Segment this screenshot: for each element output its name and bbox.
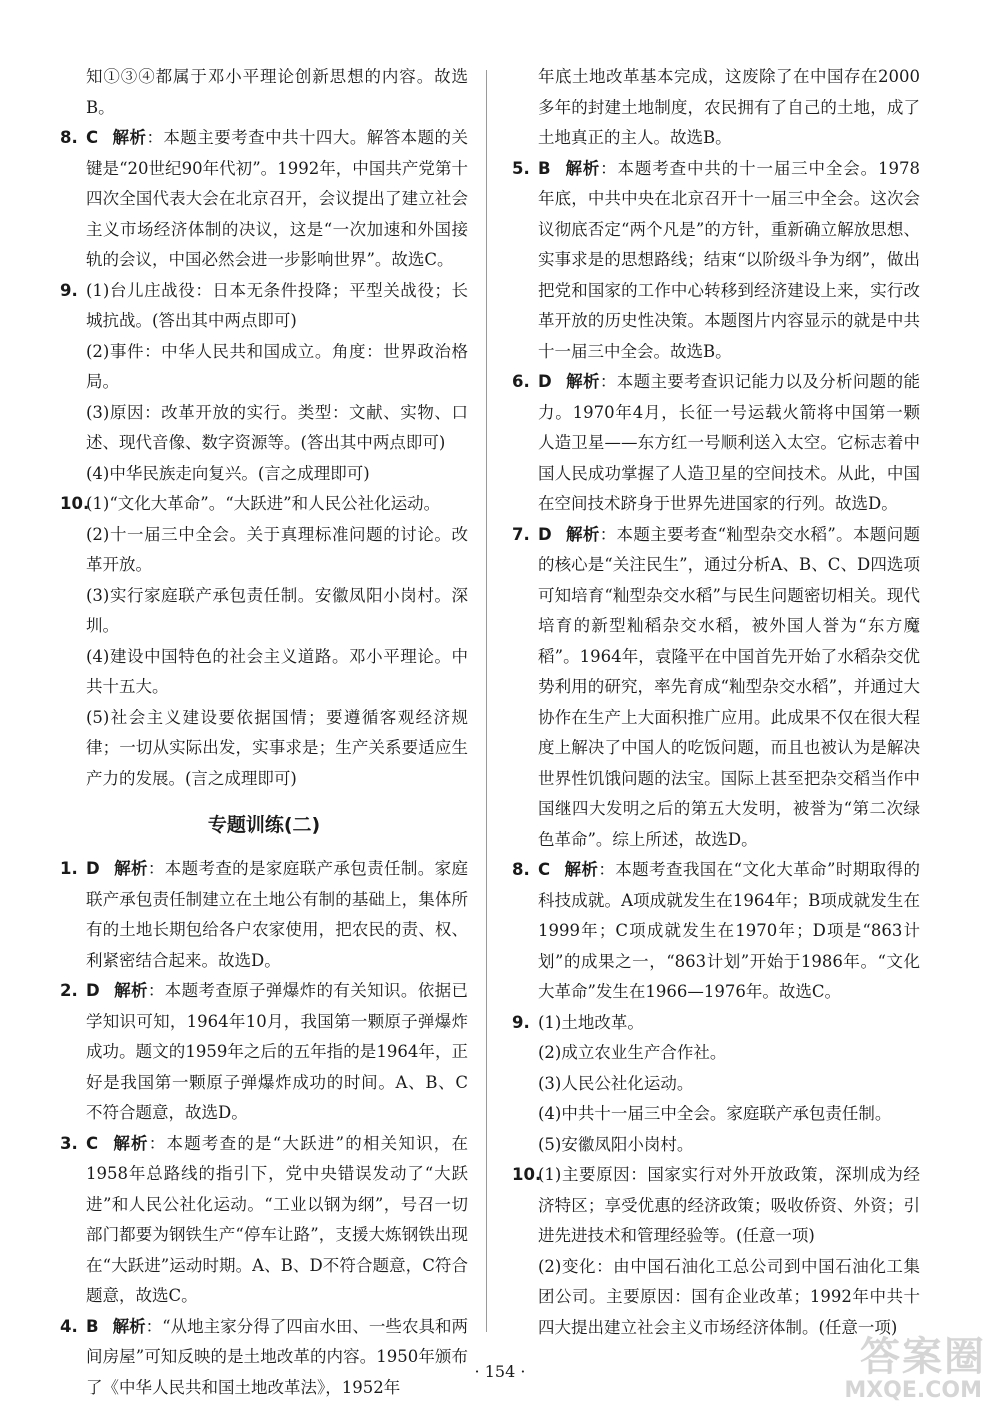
answer-letter: C (538, 860, 551, 879)
section2-answer-3 (60, 1129, 468, 1312)
analysis-text: ：本题主要考查中共十四大。解答本题的关键是“20世纪90年代初”。1992年，中国共产党第十四次全国代表大会在北京召开，会议提出了建立社会主义市场经济体制的决议，这是“一次加速和外国接轨的会议，中国必然会进一步影响世界”。故选C。 (86, 128, 469, 269)
column-divider (486, 70, 487, 1332)
section2-answer-1 (60, 854, 468, 976)
answer-number: 10. (512, 1165, 542, 1184)
answer-part: (4)中共十一届三中全会。家庭联产承包责任制。 (538, 1104, 892, 1123)
section2-answer-10 (512, 1160, 920, 1252)
answer-part: (2)事件：中华人民共和国成立。角度：世界政治格局。 (86, 341, 468, 391)
section2-answer-9 (512, 1008, 920, 1039)
answer-10 (60, 489, 468, 520)
answer-part: (5)安徽凤阳小岗村。 (538, 1134, 694, 1154)
section2-answer-2 (60, 976, 468, 1129)
watermark-text: 答案圈 (860, 1334, 986, 1380)
answer-number: 2. (60, 981, 78, 1000)
answer-number: 6. (512, 372, 530, 391)
answer-letter: D (538, 372, 552, 391)
analysis-text: ：本题考查的是“大跃进”的相关知识，在1958年总路线的指引下，党中央错误发动了“大跃进”和人民公社化运动。“工业以钢为纲”，号召一切部门都要为钢铁生产“停车让路”，支援大炼钢铁出现在“大跃进”运动时期。A、B、D不符合题意，C符合题意，故选C。 (86, 1133, 469, 1305)
answer-letter: B (86, 1316, 99, 1336)
answer-part: (2)成立农业生产合作社。 (538, 1043, 727, 1062)
page-number: · 154 · (474, 1362, 526, 1381)
answer-letter: C (86, 1133, 99, 1153)
answer-part: (2)十一届三中全会。关于真理标准问题的讨论。改革开放。 (86, 524, 468, 574)
analysis-text: ：本题考查的是家庭联产承包责任制。家庭联产承包责任制建立在土地公有制的基础上，集体所有的土地长期包给各户农家使用，把农民的责、权、利紧密结合起来。故选D。 (86, 859, 469, 970)
answer-number: 5. (512, 158, 530, 178)
answer-letter: C (86, 128, 99, 147)
analysis-text: ：本题主要考查识记能力以及分析问题的能力。1970年4月，长征一号运载火箭将中国第一颗人造卫星——东方红一号顺利送入太空。它标志着中国人民成功掌握了人造卫星的空间技术。从此，中国在空间技术跻身于世界先进国家的行列。故选D。 (538, 372, 921, 513)
analysis-label: 解析 (564, 860, 599, 879)
section2-answer-4 (60, 1312, 468, 1404)
answer-number: 1. (60, 859, 78, 878)
answer-letter: D (86, 981, 100, 1000)
right-column (512, 62, 920, 1343)
answer-number: 8. (512, 860, 530, 879)
answer-number: 3. (60, 1133, 78, 1153)
analysis-label: 解析 (565, 524, 600, 544)
analysis-text: ：本题考查中共的十一届三中全会。1978年底，中共中央在北京召开十一届三中全会。这次会议彻底否定“两个凡是”的方针，重新确立解放思想、实事求是的思想路线；结束“以阶级斗争为纲”，做出把党和国家的工作中心转移到经济建设上来，实行改革开放的历史性决策。本题图片内容显示的就是中共十一届三中全会。故选B。 (538, 158, 920, 361)
watermark-url: MXQE.COM (844, 1378, 982, 1403)
answer-part: (4)建设中国特色的社会主义道路。邓小平理论。中共十五大。 (86, 646, 468, 696)
left-column (60, 62, 468, 1403)
answer-number: 4. (60, 1316, 78, 1336)
answer-8 (60, 123, 468, 276)
answer-part: (1)“文化大革命”。“大跃进”和人民公社化运动。 (86, 494, 441, 513)
analysis-text: ：本题考查我国在“文化大革命”时期取得的科技成就。A项成就发生在1964年；B项成就发生在1999年；C项成就发生在1970年；D项是“863计划”的成果之一，“863计划”开始于1986年。“文化大革命”发生在1966—1976年。故选C。 (538, 860, 921, 1001)
answer-letter: B (538, 158, 551, 178)
analysis-label: 解析 (112, 128, 147, 147)
answer-part: (3)实行家庭联产承包责任制。安徽凤阳小岗村。深圳。 (86, 585, 468, 635)
section2-answer-4-continuation: 年底土地改革基本完成，这废除了在中国存在2000多年的封建土地制度，农民拥有了自己的土地，成了土地真正的主人。故选B。 (538, 67, 920, 147)
answer-number: 9. (60, 280, 78, 300)
answer-part: (3)原因：改革开放的实行。类型：文献、实物、口述、现代音像、数字资源等。(答出其中两点即可) (86, 402, 468, 452)
answer-part: (1)主要原因：国家实行对外开放政策，深圳成为经济特区；享受优惠的经济政策；吸收侨资、外资；引进先进技术和管理经验等。(任意一项) (538, 1165, 920, 1245)
analysis-text: ：本题考查原子弹爆炸的有关知识。依据已学知识可知，1964年10月，我国第一颗原子弹爆炸成功。题文的1959年之后的五年指的是1964年，正好是我国第一颗原子弹爆炸成功的时间。A、B、C不符合题意，故选D。 (86, 981, 469, 1122)
analysis-label: 解析 (112, 1133, 149, 1153)
analysis-text: ：“从地主家分得了四亩水田、一些农具和两间房屋”可知反映的是土地改革的内容。1950年颁布了《中华人民共和国土地改革法》，1952年 (86, 1316, 469, 1397)
analysis-text: ：本题主要考查“籼型杂交水稻”。本题问题的核心是“关注民生”，通过分析A、B、C、D四选项可知培育“籼型杂交水稻”与民生问题密切相关。现代培育的新型籼稻杂交水稻，被外国人誉为“东方魔稻”。1964年，袁隆平在中国首先开始了水稻杂交优势利用的研究，率先育成“籼型杂交水稻”，并通过大协作在生产上大面积推广应用。此成果不仅在很大程度上解决了中国人的吃饭问题，而且也被认为是解决世界性饥饿问题的法宝。国际上甚至把杂交稻当作中国继四大发明之后的第五大发明，被誉为“第二次绿色革命”。综上所述，故选D。 (538, 524, 920, 849)
analysis-label: 解析 (564, 158, 601, 178)
answer-part: (3)人民公社化运动。 (538, 1073, 694, 1093)
answer-9 (60, 276, 468, 337)
watermark-logo (816, 1325, 986, 1403)
answer-letter: D (86, 859, 100, 878)
analysis-label: 解析 (113, 859, 148, 878)
answer-number: 8. (60, 128, 78, 147)
answer-number: 7. (512, 524, 530, 544)
answer-part: (4)中华民族走向复兴。(言之成理即可) (86, 463, 370, 483)
answer-letter: D (538, 524, 552, 544)
section2-answer-5 (512, 154, 920, 368)
section2-answer-8 (512, 855, 920, 1008)
section2-answer-6 (512, 367, 920, 520)
answer-part: (2)变化：由中国石油化工总公司到中国石油化工集团公司。主要原因：国有企业改革；1992年中共十四大提出建立社会主义市场经济体制。(任意一项) (538, 1256, 920, 1337)
answer-part: (5)社会主义建设要依据国情；要遵循客观经济规律；一切从实际出发，实事求是；生产关系要适应生产力的发展。(言之成理即可) (86, 707, 468, 788)
analysis-label: 解析 (113, 981, 148, 1000)
answer-part: (1)台儿庄战役：日本无条件投降；平型关战役；长城抗战。(答出其中两点即可) (86, 280, 468, 330)
answer-number: 9. (512, 1012, 530, 1032)
analysis-label: 解析 (112, 1316, 146, 1336)
answer-7-continuation: 知①③④都属于邓小平理论创新思想的内容。故选B。 (86, 67, 468, 117)
section2-answer-7 (512, 520, 920, 856)
section-title: 专题训练(二) (207, 814, 321, 836)
answer-number: 10. (60, 494, 90, 513)
answer-part: (1)土地改革。 (538, 1012, 644, 1032)
analysis-label: 解析 (565, 372, 600, 391)
